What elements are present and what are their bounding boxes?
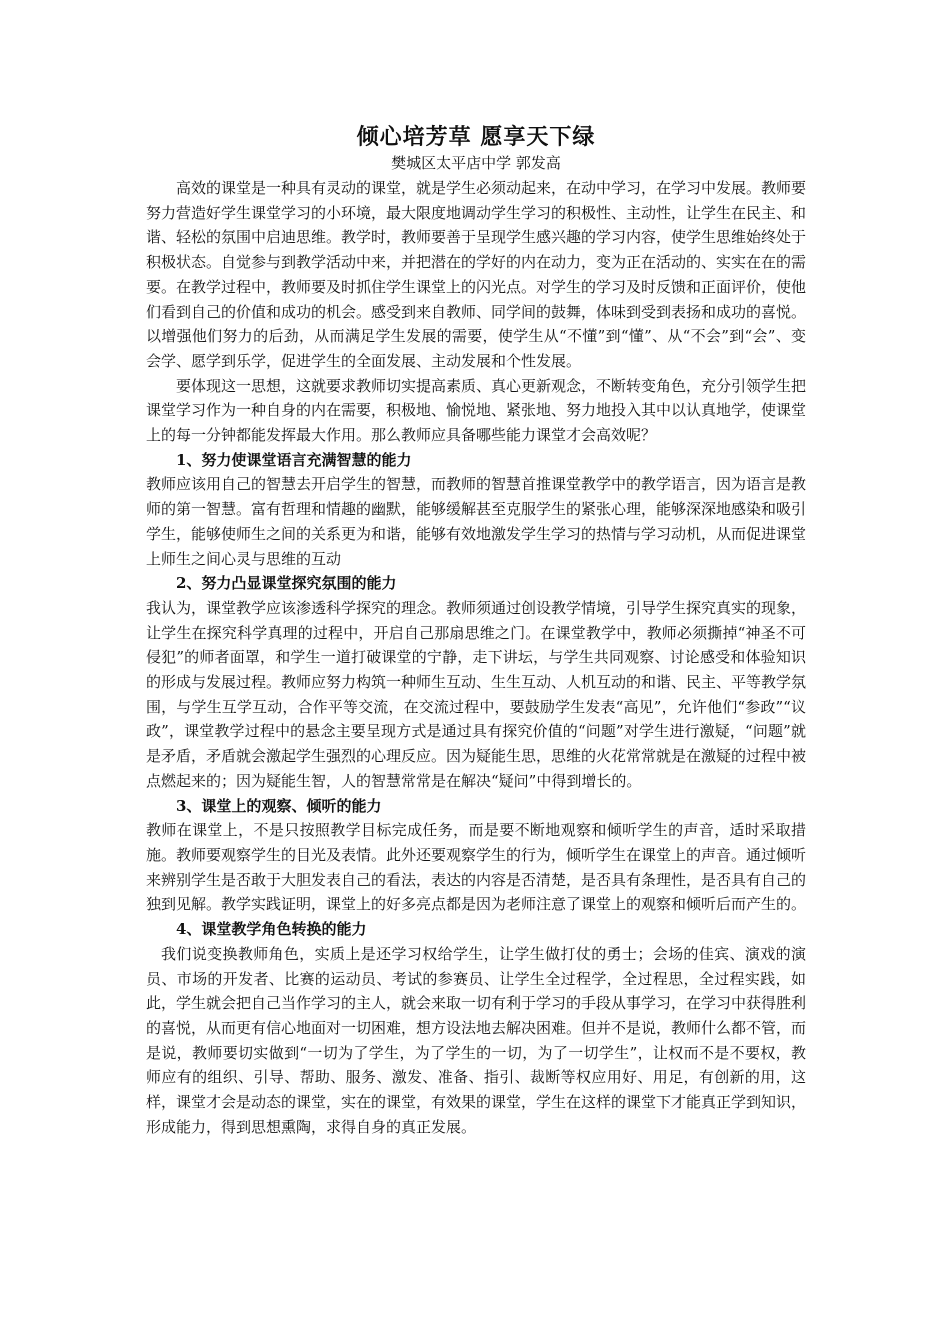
intro-paragraph: 要体现这一思想，这就要求教师切实提高素质、真心更新观念，不断转变角色，充分引领学生把课堂学习作为一种自身的内在需要，积极地、愉悦地、紧张地、努力地投入其中以认真地学，使课堂上的每一分钟都能发挥最大作用。那么教师应具备哪些能力课堂才会高效呢？ bbox=[146, 376, 807, 445]
section-body: 我们说变换教师角色，实质上是还学习权给学生，让学生做打仗的勇士；会场的佳宾、演戏的演员、市场的开发者、比赛的运动员、考试的参赛员、让学生全过程学，全过程思，全过程实践，如此，学生就会把自己当作学习的主人，就会来取一切有利于学习的手段从事学习，在学习中获得胜利的喜悦，从而更有信心地面对一切困难，想方设法地去解决困难。但并不是说，教师什么都不管，而是说，教师要切实做到“一切为了学生，为了学生的一切，为了一切学生”，让权而不是不要权，教师应有的组织、引导、帮助、服务、激发、准备、指引、裁断等权应用好、用足，有创新的用，这样，课堂才会是动态的课堂，实在的课堂，有效果的课堂，学生在这样的课堂下才能真正学到知识，形成能力，得到思想熏陶，求得自身的真正发展。 bbox=[146, 944, 807, 1136]
document-title: 倾心培芳草 愿享天下绿 bbox=[356, 124, 596, 150]
intro-paragraph: 高效的课堂是一种具有灵动的课堂，就是学生必须动起来，在动中学习，在学习中发展。教师要努力营造好学生课堂学习的小环境，最大限度地调动学生学习的积极性、主动性，让学生在民主、和谐、轻松的氛围中启迪思维。教学时，教师要善于呈现学生感兴趣的学习内容，使学生思维始终处于积极状态。自觉参与到教学活动中来，并把潜在的学好的内在动力，变为正在活动的、实实在在的需要。在教学过程中，教师要及时抓住学生课堂上的闪光点。对学生的学习及时反馈和正面评价，使他们看到自己的价值和成功的机会。感受到来自教师、同学间的鼓舞，体味到受到表扬和成功的喜悦。以增强他们努力的后劲，从而满足学生发展的需要，使学生从“不懂”到“懂”、从“不会”到“会”、变会学、愿学到乐学，促进学生的全面发展、主动发展和个性发展。 bbox=[146, 179, 807, 370]
section-body: 我认为，课堂教学应该渗透科学探究的理念。教师须通过创设教学情境，引导学生探究真实的现象，让学生在探究科学真理的过程中，开启自己那扇思维之门。在课堂教学中，教师必须撕掉“神圣不可侵犯”的师者面罩，和学生一道打破课堂的宁静，走下讲坛，与学生共同观察、讨论感受和体验知识的形成与发展过程。教师应努力构筑一种师生互动、生生互动、人机互动的和谐、民主、平等教学氛围，与学生互学互动，合作平等交流，在交流过程中，要鼓励学生发表“高见”，允许他们“参政”“议政”，课堂教学过程中的悬念主要呈现方式是通过具有探究价值的“问题”对学生进行激疑，“问题”就是矛盾，矛盾就会激起学生强烈的心理反应。因为疑能生思，思维的火花常常就是在激疑的过程中被点燃起来的；因为疑能生智，人的智慧常常是在解决“疑问”中得到增长的。 bbox=[146, 598, 807, 790]
section-heading: 2、努力凸显课堂探究氛围的能力 bbox=[176, 574, 397, 593]
document-author: 樊城区太平店中学 郭发高 bbox=[391, 154, 561, 172]
section-heading: 1、努力使课堂语言充满智慧的能力 bbox=[176, 450, 412, 469]
section-body: 教师在课堂上，不是只按照教学目标完成任务，而是要不断地观察和倾听学生的声音，适时采取措施。教师要观察学生的目光及表情。此外还要观察学生的行为，倾听学生在课堂上的声音。通过倾听来辨别学生是否敢于大胆发表自己的看法，表达的内容是否清楚，是否具有条理性，是否具有自己的独到见解。教学实践证明，课堂上的好多亮点都是因为老师注意了课堂上的观察和倾听后而产生的。 bbox=[146, 821, 807, 914]
section-body: 教师应该用自己的智慧去开启学生的智慧，而教师的智慧首推课堂教学中的教学语言，因为语言是教师的第一智慧。富有哲理和情趣的幽默，能够缓解甚至克服学生的紧张心理，能够深深地感染和吸引学生，能够使师生之间的关系更为和谐，能够有效地激发学生学习的热情与学习动机，从而促进课堂上师生之间心灵与思维的互动 bbox=[146, 475, 807, 568]
section-heading: 4、课堂教学角色转换的能力 bbox=[176, 920, 367, 939]
section-heading: 3、课堂上的观察、倾听的能力 bbox=[176, 796, 382, 815]
document-page bbox=[146, 122, 806, 1139]
